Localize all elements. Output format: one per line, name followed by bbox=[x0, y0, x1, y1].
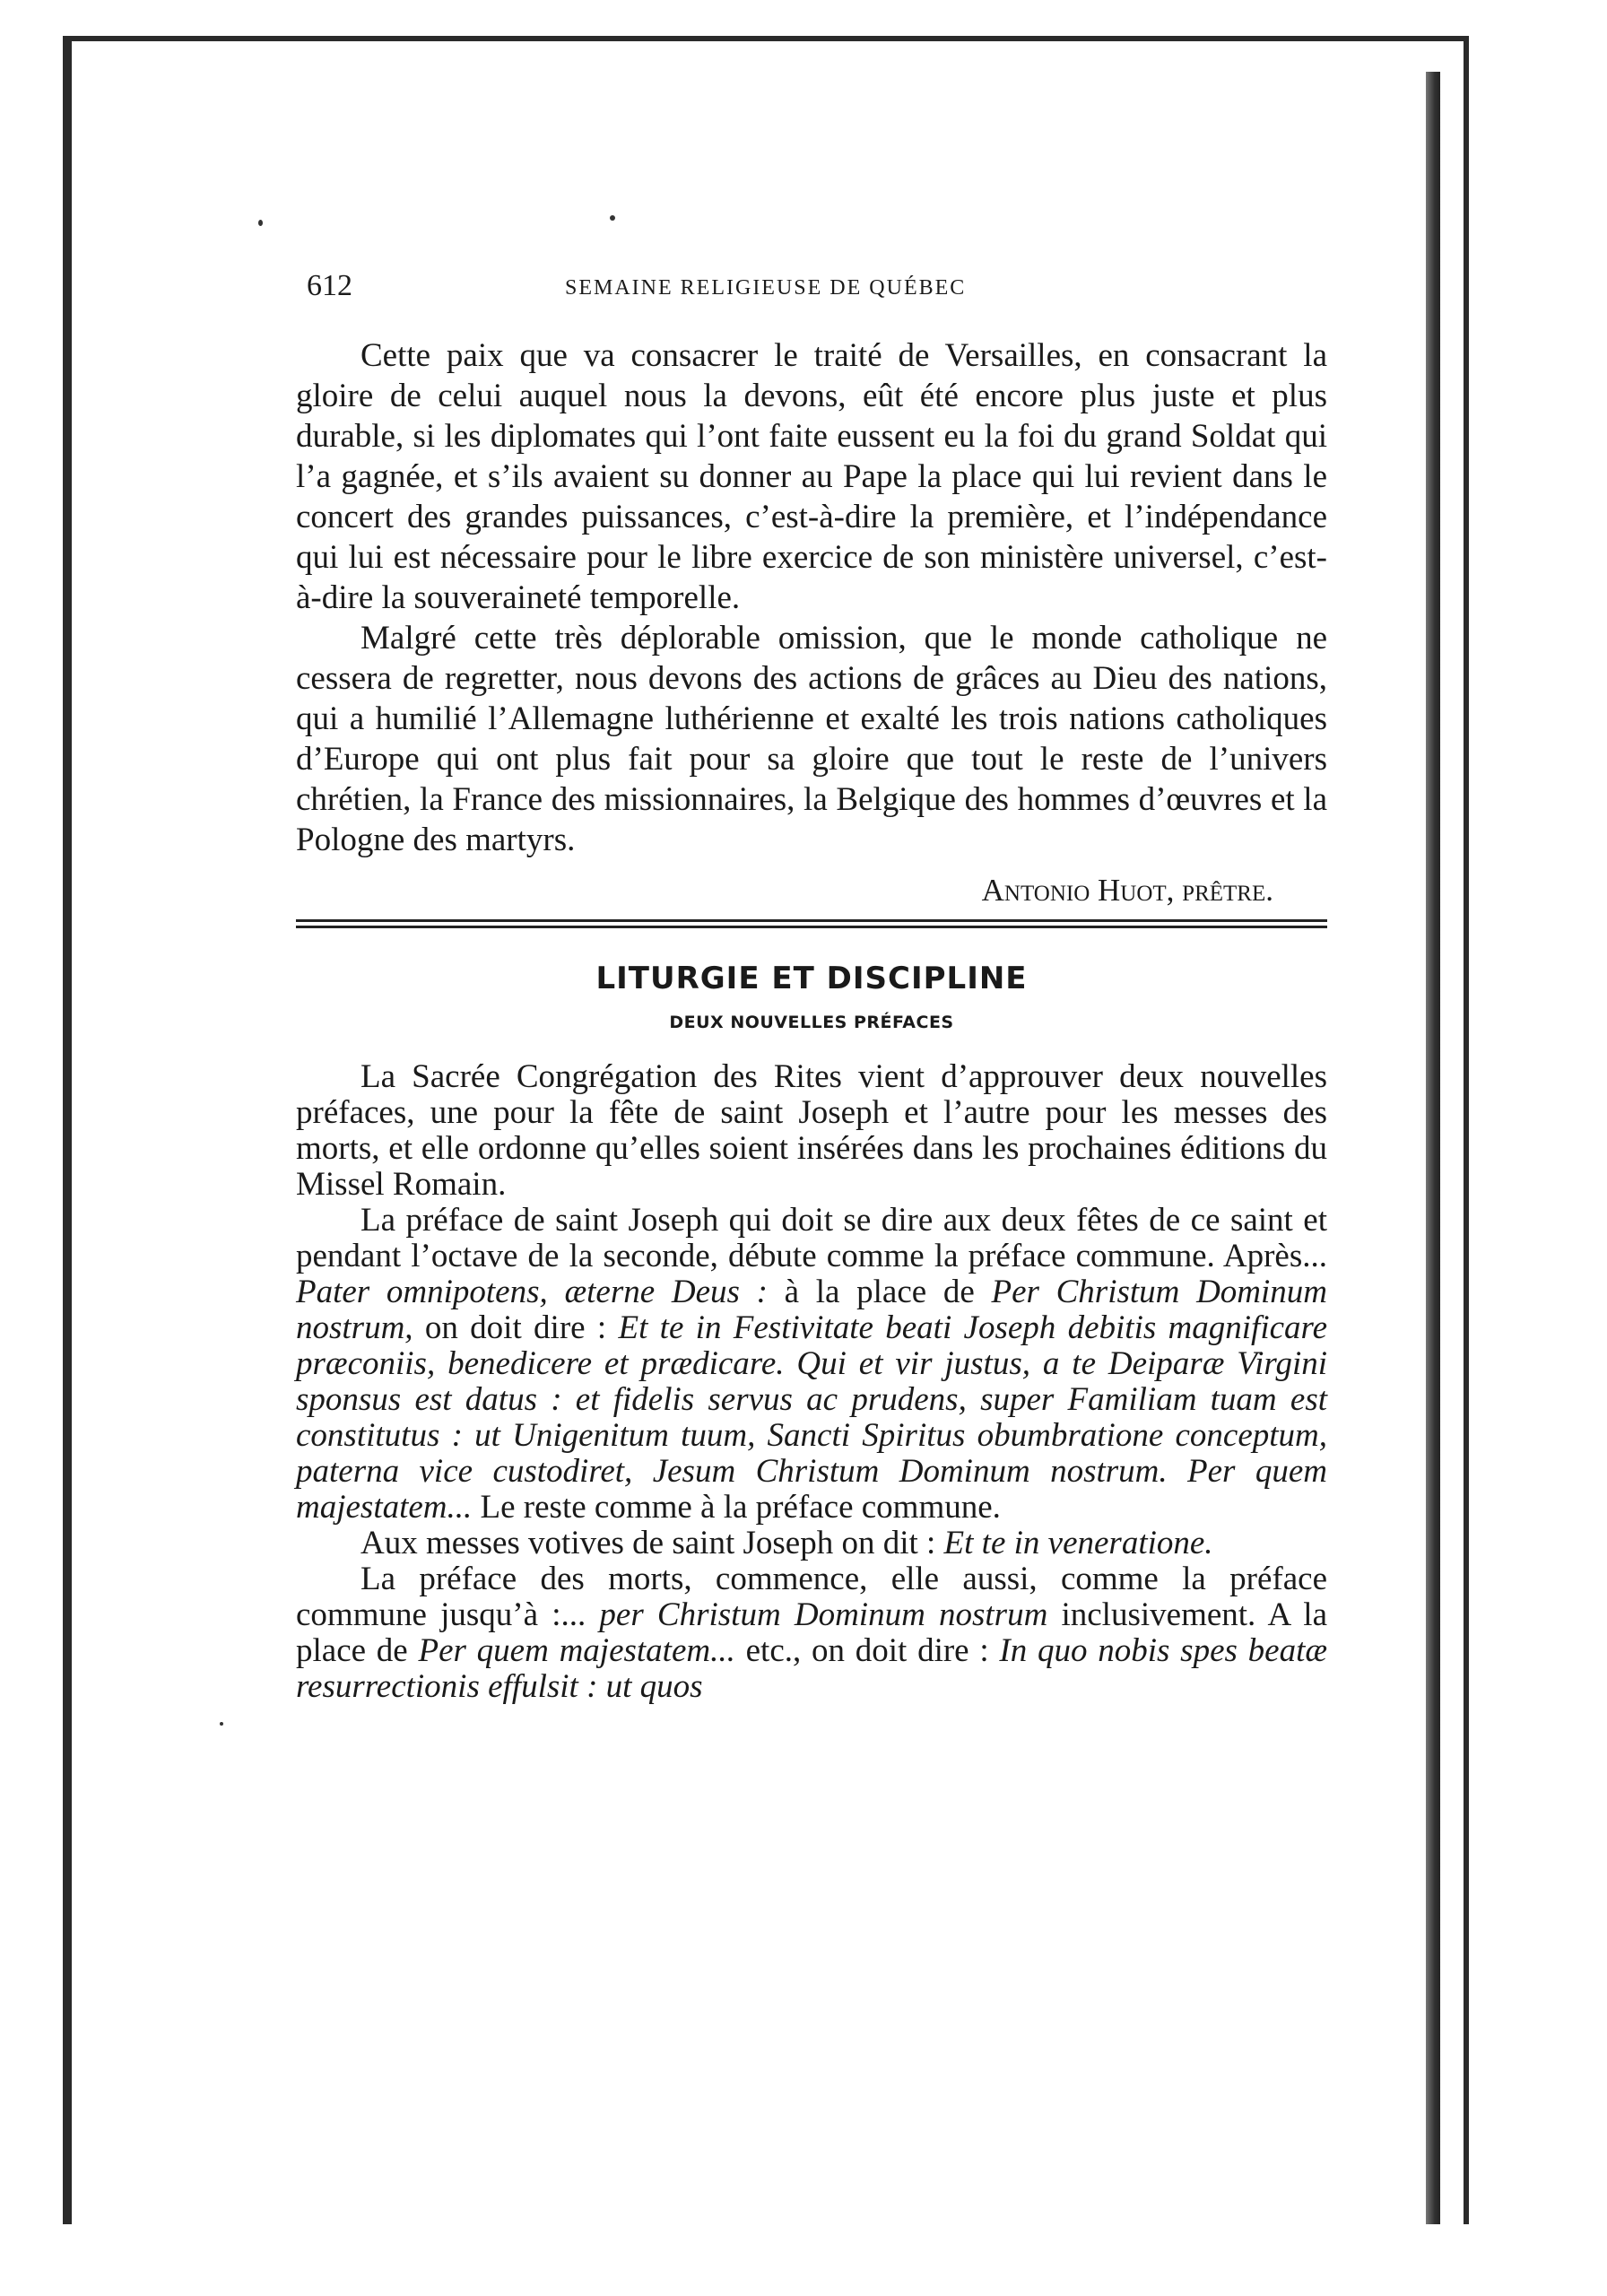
running-head bbox=[296, 269, 1327, 314]
author-signature: Antonio Huot, prêtre. bbox=[981, 873, 1273, 908]
running-title: SEMAINE RELIGIEUSE DE QUÉBEC bbox=[565, 276, 967, 300]
scan-speck bbox=[610, 215, 615, 221]
section-title: LITURGIE ET DISCIPLINE bbox=[595, 961, 1028, 996]
scan-speck bbox=[220, 1722, 223, 1726]
page-number: 612 bbox=[307, 269, 352, 302]
latin-text: Et te in Festivitate beati Joseph debitis magnificare præconiis, benedicere et prædicare. Qui et vir justus, a te Deiparæ Virgini sponsus est datus : et fidelis servus ac prudens, super Familiam tuam est constitutus : ut Unigenitum tuum, Sancti Spiritus obumbratione conceptum, paterna vice custodiret, Jesum Christum Dominum nostrum. Per quem majestatem... bbox=[296, 1309, 1327, 1526]
text-run: Le reste comme à la préface commune. bbox=[480, 1489, 1001, 1526]
text-run: Aux messes votives de saint Joseph on dit : bbox=[360, 1525, 936, 1561]
adjacent-page-edge bbox=[1426, 72, 1440, 2224]
latin-text: In quo nobis spes beatæ resurrectionis effulsit : ut quos bbox=[296, 1632, 1328, 1705]
text-run: inclusivement. A la place de bbox=[296, 1596, 1328, 1669]
liturgy-paragraph bbox=[296, 1526, 1327, 1561]
body-paragraph: Cette paix que va consacrer le traité de Versailles, en consacrant la gloire de celui auquel nous la devons, eût été encore plus juste et plus durable, si les diplomates qui l’ont faite eussent eu la foi du grand Soldat qui l’a gagnée, et s’ils avaient su donner au Pape la place qui lui revient dans le concert des grandes puissances, c’est-à-dire la première, et l’indépendance qui lui est nécessaire pour le libre exercice de son ministère universel, c’est-à-dire la souveraineté temporelle. bbox=[296, 337, 1327, 616]
body-paragraph: Malgré cette très déplorable omission, que le monde catholique ne cessera de regretter, nous devons des actions de grâces au Dieu des nations, qui a humilié l’Allemagne luthérienne et exalté les trois nations catholiques d’Europe qui ont plus fait pour sa gloire que tout le reste de l’univers chrétien, la France des missionnaires, la Belgique des hommes d’œuvres et la Pologne des martyrs. bbox=[296, 620, 1327, 858]
scan-speck bbox=[258, 220, 263, 226]
document-page bbox=[296, 269, 1327, 1705]
latin-text: per Christum Dominum nostrum bbox=[599, 1596, 1048, 1633]
liturgy-paragraph bbox=[296, 1561, 1327, 1705]
latin-text: Et te in veneratione. bbox=[943, 1525, 1213, 1561]
liturgy-paragraph: La Sacrée Congrégation des Rites vient d’approuver deux nouvelles préfaces, une pour la fête de saint Joseph et l’autre pour les messes des morts, et elle ordonne qu’elles soient insérées dans les prochaines éditions du Missel Romain. bbox=[296, 1058, 1327, 1203]
text-run: on doit dire : bbox=[424, 1309, 607, 1346]
section-divider bbox=[296, 919, 1327, 928]
latin-text: Per Christum Dominum nostrum, bbox=[296, 1274, 1328, 1346]
liturgy-paragraph bbox=[296, 1203, 1327, 1526]
text-run: La préface de saint Joseph qui doit se dire aux deux fêtes de ce saint et pendant l’octave de la seconde, débute comme la préface commune. Après... bbox=[296, 1202, 1327, 1274]
latin-text: Pater omnipotens, æterne Deus : bbox=[296, 1274, 768, 1310]
subsection-title: DEUX NOUVELLES PRÉFACES bbox=[669, 1013, 954, 1032]
text-run: La préface des morts, commence, elle aussi, comme la préface commune jusqu’à :... bbox=[296, 1561, 1327, 1633]
text-run: etc., on doit dire : bbox=[745, 1632, 989, 1669]
text-run: à la place de bbox=[784, 1274, 975, 1310]
latin-text: Per quem majestatem... bbox=[418, 1632, 735, 1669]
